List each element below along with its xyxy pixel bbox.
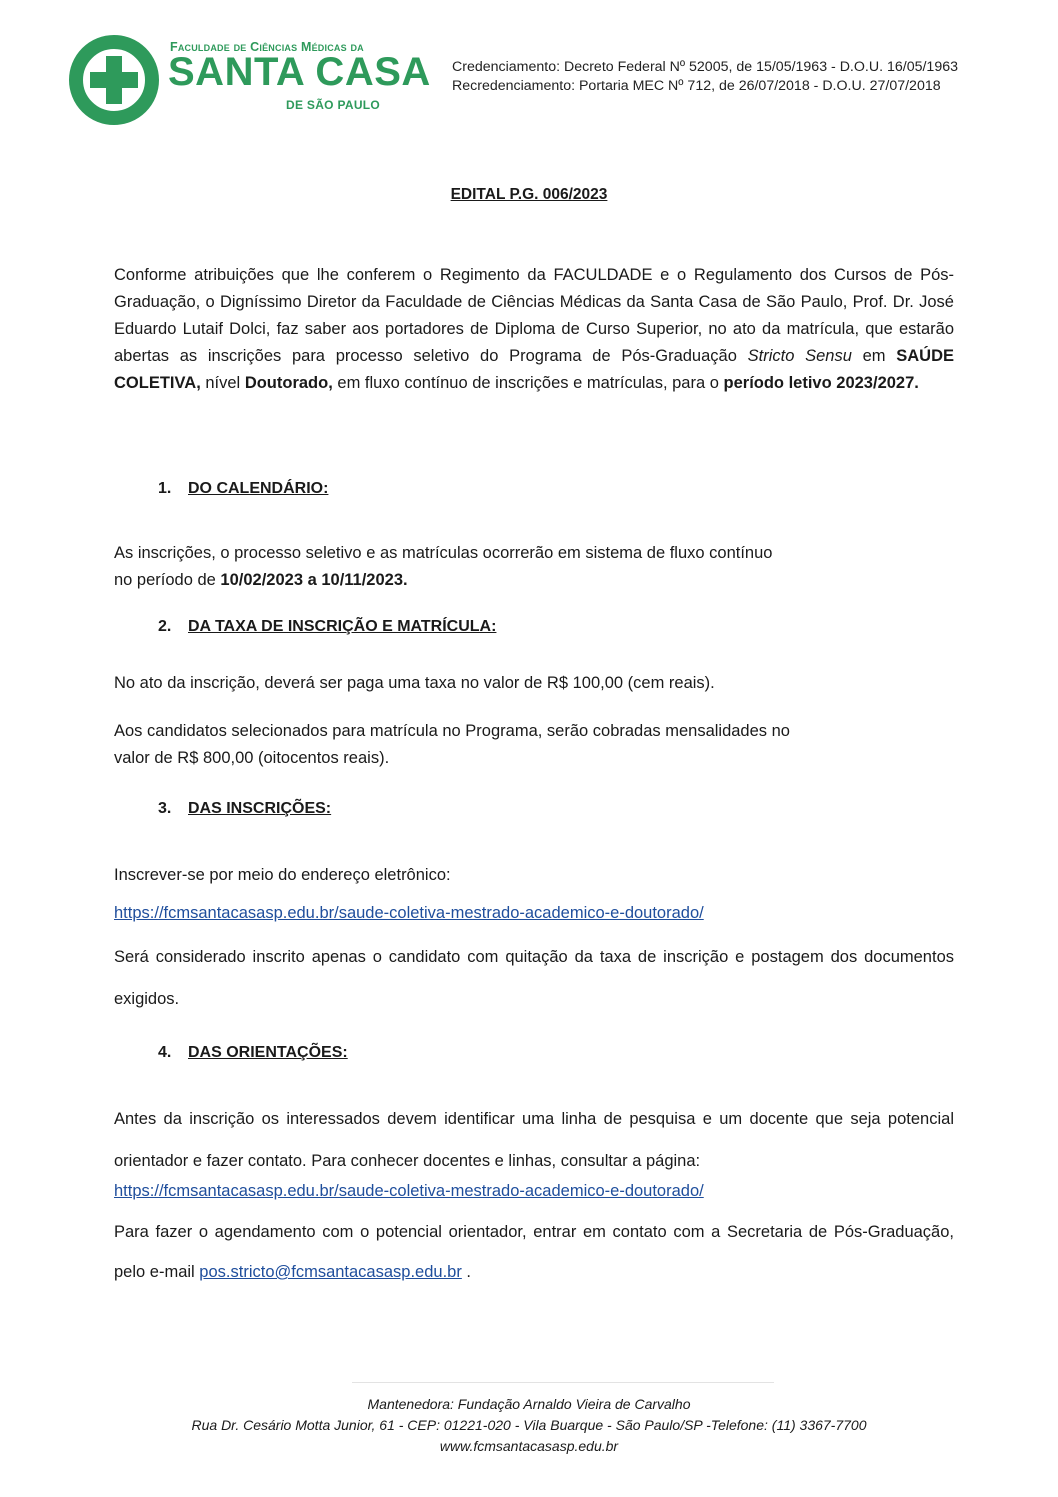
program-level: Doutorado, (244, 374, 333, 392)
logo-top-text: Faculdade de Ciências Médicas da (170, 40, 364, 54)
footer-website[interactable]: www.fcmsantacasasp.edu.br (439, 1438, 619, 1454)
calendario-dates: 10/02/2023 a 10/11/2023. (220, 571, 408, 589)
program-area: SAÚDE COLETIVA, (114, 347, 954, 392)
contact-end-punctuation: . (461, 1263, 472, 1281)
contact-email-link[interactable]: pos.stricto@fcmsantacasasp.edu.br (199, 1263, 462, 1281)
mensalidade-line-1: Aos candidatos selecionados para matrícula no Programa, serão cobradas mensalidades no (114, 722, 790, 740)
inscricoes-link[interactable]: https://fcmsantacasasp.edu.br/saude-coletiva-mestrado-academico-e-doutorado/ (114, 904, 704, 922)
calendario-line-2 (114, 567, 954, 594)
orientacoes-contact-text: Para fazer o agendamento com o potencial orientador, entrar em contato com a Secretaria de Pós-Graduação, pelo e-mail (114, 1223, 954, 1281)
santa-casa-cross-logo-icon (68, 34, 160, 126)
intro-text-4: em fluxo contínuo de inscrições e matrículas, para o (332, 374, 724, 392)
calendario-period-prefix: no período de (114, 571, 221, 589)
section-number: 4. (158, 1044, 172, 1061)
orientacoes-link-line (114, 1178, 954, 1205)
calendario-line-1: As inscrições, o processo seletivo e as matrículas ocorrerão em sistema de fluxo contínuo (114, 544, 773, 562)
intro-text-3: nível (200, 374, 245, 392)
inscricoes-requirement-text: Será considerado inscrito apenas o candidato com quitação da taxa de inscrição e postagem dos documentos exigidos. (114, 948, 954, 1008)
intro-text-2: em (851, 347, 897, 365)
section-label: DO CALENDÁRIO: (188, 480, 329, 497)
footer-mantenedora: Mantenedora: Fundação Arnaldo Vieira de Carvalho (367, 1396, 691, 1412)
orientacoes-paragraph: Antes da inscrição os interessados devem identificar uma linha de pesquisa e um docente que seja potencial orientador e fazer contato. Para conhecer docentes e linhas, consultar a página: (114, 1110, 954, 1170)
stricto-sensu-text: Stricto Sensu (747, 347, 852, 365)
credenciamento-text: Credenciamento: Decreto Federal Nº 52005, de 15/05/1963 - D.O.U. 16/05/1963 (452, 59, 958, 75)
section-heading-taxa (158, 618, 496, 636)
inscricoes-intro-text: Inscrever-se por meio do endereço eletrônico: (114, 866, 451, 884)
footer-address: Rua Dr. Cesário Motta Junior, 61 - CEP: 01221-020 - Vila Buarque - São Paulo/SP -Telefone: (11) 3367-7700 (191, 1417, 867, 1433)
document-title: EDITAL P.G. 006/2023 (450, 186, 608, 203)
section-number: 1. (158, 480, 172, 497)
recredenciamento-text: Recredenciamento: Portaria MEC Nº 712, de 26/07/2018 - D.O.U. 27/07/2018 (452, 78, 941, 94)
section-label: DAS ORIENTAÇÕES: (188, 1044, 348, 1061)
section-label: DA TAXA DE INSCRIÇÃO E MATRÍCULA: (188, 618, 497, 635)
footer-divider (352, 1382, 774, 1383)
section-heading-orientacoes (158, 1044, 348, 1062)
taxa-inscricao-text: No ato da inscrição, deverá ser paga uma taxa no valor de R$ 100,00 (cem reais). (114, 674, 715, 692)
section-number: 2. (158, 618, 172, 635)
mensalidade-line-2: valor de R$ 800,00 (oitocentos reais). (114, 749, 390, 767)
section-label: DAS INSCRIÇÕES: (188, 800, 332, 817)
accreditation-info (452, 58, 958, 96)
logo-bottom-text: DE SÃO PAULO (286, 98, 381, 112)
section-number: 3. (158, 800, 172, 817)
section-heading-calendario (158, 480, 328, 498)
intro-paragraph (114, 262, 954, 397)
letterhead (0, 0, 1058, 140)
orientacoes-link[interactable]: https://fcmsantacasasp.edu.br/saude-coletiva-mestrado-academico-e-doutorado/ (114, 1182, 704, 1200)
inscricoes-link-line (114, 900, 954, 927)
logo-main-text: SANTA CASA (168, 50, 431, 94)
taxa-mensalidade-paragraph (114, 718, 954, 772)
calendario-paragraph (114, 540, 954, 594)
academic-period: período letivo 2023/2027. (723, 374, 919, 392)
intro-text-1: Conforme atribuições que lhe conferem o Regimento da FACULDADE e o Regulamento dos Cursos de Pós-Graduação, o Digníssimo Diretor da Faculdade de Ciências Médicas da Santa Casa de São Paulo, Prof. Dr. José Eduardo Lutaif Dolci, faz saber aos portadores de Diploma de Curso Superior, no ato da matrícula, que estarão abertas as inscrições para processo seletivo do Programa de Pós-Graduação (114, 266, 954, 365)
orientacoes-contact-paragraph (114, 1212, 954, 1292)
section-heading-inscricoes (158, 800, 331, 818)
footer (0, 1394, 1058, 1457)
